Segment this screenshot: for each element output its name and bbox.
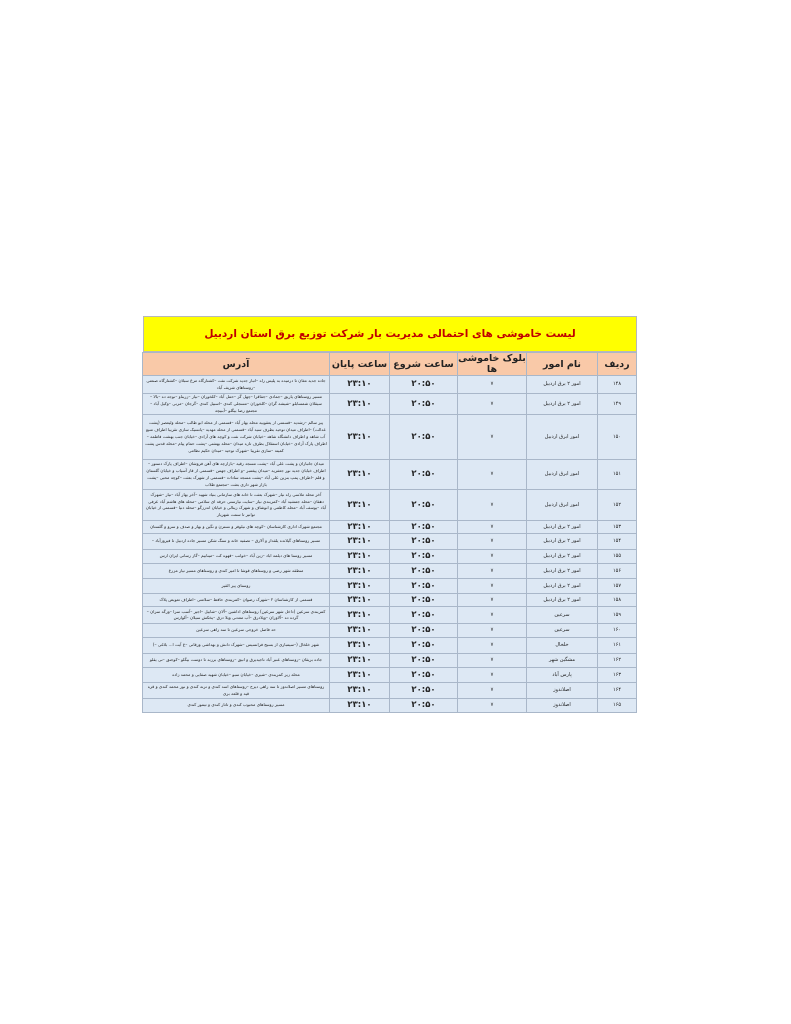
row-number: ۱۵۵ (598, 550, 637, 564)
row-number: ۱۵۶ (598, 564, 637, 579)
end-time: ۲۳:۱۰ (330, 534, 390, 550)
end-time: ۲۳:۱۰ (330, 638, 390, 654)
office-name: امور ابرق اردبیل (527, 415, 598, 460)
row-number: ۱۶۵ (598, 699, 637, 713)
row-number: ۱۶۲ (598, 654, 637, 668)
row-number: ۱۵۲ (598, 490, 637, 521)
start-time: ۲۰:۵۰ (390, 594, 458, 607)
start-time: ۲۰:۵۰ (390, 376, 458, 394)
office-name: امور ۲ برق اردبیل (527, 394, 598, 415)
block-number: ۷ (458, 564, 527, 579)
end-time: ۲۳:۱۰ (330, 550, 390, 564)
block-number: ۷ (458, 521, 527, 534)
block-number: ۷ (458, 638, 527, 654)
table-row (143, 654, 637, 668)
row-number: ۱۵۳ (598, 521, 637, 534)
table-row (143, 638, 637, 654)
row-number: ۱۴۹ (598, 394, 637, 415)
end-time: ۲۳:۱۰ (330, 668, 390, 683)
office-name: امور ابرق اردبیل (527, 490, 598, 521)
office-name: امور ابرق اردبیل (527, 460, 598, 490)
table-row (143, 624, 637, 638)
block-number: ۷ (458, 654, 527, 668)
block-number: ۷ (458, 460, 527, 490)
office-name: امور ۲ برق اردبیل (527, 579, 598, 594)
end-time: ۲۳:۱۰ (330, 490, 390, 521)
address: منطقه شهر رضی و روستاهای قوشا تا امیر کندی و روستاهای مسیر نیار مزرع (143, 564, 330, 579)
table-row (143, 534, 637, 550)
row-number: ۱۶۰ (598, 624, 637, 638)
address: حد فاصل خروجی سرعین تا سه راهی سرعین (143, 624, 330, 638)
block-number: ۷ (458, 376, 527, 394)
end-time: ۲۳:۱۰ (330, 683, 390, 699)
address: روستای پیر القیر (143, 579, 330, 594)
address: آخر محله ملاسی راه نیار –شهرک بعثت تا خانه های سازمانی بنیاد شهید –آخر بهار آباد –نیار –شهرک دهقان –محله جمشید آباد –کمربندی نیار –سایت نیارستی حرفه ای سلامی –محله های هاشم آباد عرفی آباد –یوسف آباد –محله کاظمی و انوشاف و شهرک زینالی و خیابان اندرزگو –محله دنیا –قسمتی از خیابان توانیر تا سمت شهریار (143, 490, 330, 521)
table-row (143, 376, 637, 394)
office-name: اصلاندوز (527, 683, 598, 699)
table-row (143, 415, 637, 460)
table-row (143, 668, 637, 683)
block-number: ۷ (458, 550, 527, 564)
address: روستاهای مسیر اصلاندوز تا سه راهی دیزج –روستاهای اسد کندی و ترنه کندی و نور محمد کندی و قره قیه و قلعه بری (143, 683, 330, 699)
office-name: سرعین (527, 607, 598, 624)
office-name: خلخال (527, 638, 598, 654)
end-time: ۲۳:۱۰ (330, 394, 390, 415)
office-name: امور ۲ برق اردبیل (527, 564, 598, 579)
address: شهر خلخال (–سیمباری از بسیج فرانسیس –شهرک دانش و بهداشی ورقانی –ع آیت ا... بلاغی –) (143, 638, 330, 654)
row-number: ۱۶۳ (598, 668, 637, 683)
address: قسمتی از کارشناسان ۲ –شهرک رضوان –کمربندی حافظ –سلامتی –اطراف تعویض پلاک (143, 594, 330, 607)
end-time: ۲۳:۱۰ (330, 607, 390, 624)
row-number: ۱۵۴ (598, 534, 637, 550)
start-time: ۲۰:۵۰ (390, 460, 458, 490)
block-number: ۷ (458, 415, 527, 460)
start-time: ۲۰:۵۰ (390, 564, 458, 579)
row-number: ۱۵۷ (598, 579, 637, 594)
end-time: ۲۳:۱۰ (330, 699, 390, 713)
block-number: ۷ (458, 534, 527, 550)
address: کمربندی سرعین (داخل شهر سرعین) روستاهای اداشین –آلان –شابیل –اجیر –آسب سرا –ورگه سران –گرده ده –آلاوران –ویلادرق –آب معدنی ویلا درق –یخکش سیلان –آلوارس (143, 607, 330, 624)
row-number: ۱۵۸ (598, 594, 637, 607)
header-block: بلوک خاموشی ها (458, 353, 526, 375)
start-time: ۲۰:۵۰ (390, 394, 458, 415)
table-row (143, 607, 637, 624)
block-number: ۷ (458, 624, 527, 638)
address: مسیر روستاهای یاریق –جمادی –جفاقرا –چهل گز –حمل آباد –کلخوران –نیار –زربناو –نوجه ده –بالا –سیقلان شمسابلو –شیشه گران –کلخوران –مسجلی کندی –اسبیل کندی –گرجان –مرنی –وکیل آباد –مجتمع رضا بیگلو –آببیچه (143, 394, 330, 415)
start-time: ۲۰:۵۰ (390, 668, 458, 683)
address: مجتمع شهرک اداری کارشناسان –کوچه های نیلوفر و نسترن و نگین و بهار و صدف و سرو و گلستان (143, 521, 330, 534)
address: جاده بریقان –روستاهای عنبر آباد تاجیدیرق و انیق –روستاهای برزند تا دوست بیگلو –کوجنق –نی یقلو (143, 654, 330, 668)
office-name: مشگین شهر (527, 654, 598, 668)
end-time: ۲۳:۱۰ (330, 415, 390, 460)
block-number: ۷ (458, 579, 527, 594)
block-number: ۷ (458, 594, 527, 607)
end-time: ۲۳:۱۰ (330, 624, 390, 638)
end-time: ۲۳:۱۰ (330, 521, 390, 534)
block-number: ۷ (458, 490, 527, 521)
address: مسیر روستاهای گیلانده یلقدار و آلارق – تصفیه خانه و سنگ شکن مسیر جاده اردبیل تا فیروزآباد – (143, 534, 330, 550)
row-number: ۱۵۹ (598, 607, 637, 624)
header-row-number: ردیف (598, 353, 637, 376)
table-row (143, 490, 637, 521)
table-row (143, 683, 637, 699)
start-time: ۲۰:۵۰ (390, 534, 458, 550)
end-time: ۲۳:۱۰ (330, 564, 390, 579)
row-number: ۱۶۱ (598, 638, 637, 654)
table-row (143, 460, 637, 490)
header-row (143, 353, 637, 376)
table-row (143, 550, 637, 564)
row-number: ۱۴۸ (598, 376, 637, 394)
header-end-time: ساعت پایان (330, 353, 390, 376)
start-time: ۲۰:۵۰ (390, 415, 458, 460)
header-start-time: ساعت شروع (390, 353, 458, 376)
address: میدان جانبازان و پشت علی آباد –پشت مسجد رقیه –بازارچه های آهن فروشان –اطراف پارک دستور –اطراف خیابان جدید نور جعفریه –میدان پیغمبر –و اطراف جهمن –قسمتی از قاز آسیاب و خیابان گلستان و قلم –اطراف پمپ بنزین علی آباد –پشت مسجد سادات –قسمتی از شهرک بعثت –کوچه محبی –پشت بازار شهر داری بعثت –مجتمع طلاب (143, 460, 330, 490)
row-number: ۱۵۰ (598, 415, 637, 460)
row-number: ۱۶۴ (598, 683, 637, 699)
start-time: ۲۰:۵۰ (390, 638, 458, 654)
start-time: ۲۰:۵۰ (390, 607, 458, 624)
outage-list-sheet (143, 316, 637, 713)
address: جاده جدید مغان تا درمیده به پلیس راه –انبار جدید شرکت نفت –کشتارگاه مرغ سبلان –کشتارگاه صنعتی –روستاهای شریف آباد (143, 376, 330, 394)
end-time: ۲۳:۱۰ (330, 654, 390, 668)
end-time: ۲۳:۱۰ (330, 460, 390, 490)
outage-table (142, 352, 637, 713)
row-number: ۱۵۱ (598, 460, 637, 490)
table-row (143, 699, 637, 713)
end-time: ۲۳:۱۰ (330, 594, 390, 607)
end-time: ۲۳:۱۰ (330, 376, 390, 394)
office-name: امور ۲ برق اردبیل (527, 594, 598, 607)
block-number: ۷ (458, 394, 527, 415)
table-row (143, 579, 637, 594)
address: پیر سالم –رشدیه –قسمتی از یعقوبیه محله بهار آباد –قسمتی از محله ابو طالب –محله ولیعصر (پشت عدالت) –اطراف میدان توحید بطرف سید آباد –قسمتی از محله مهدیه –پانسیک سازی تقریبا اطراف منبع آب شاهد و اطراف دانشگاه شاهد –خیابان شرکت نفت و کوچه های آزادی –خیابان جنب بهشت فاطمه –اطراف پارک آزادی –خیابان استقلال بطرف تازه میدان –محله بهشتی –پشت حمام پیام –محله قدس پشت کمیته –سازی تقریبا –شهرک توحید –میدان حکیم نظامی (143, 415, 330, 460)
office-name: پارس آباد (527, 668, 598, 683)
sheet-title: لیست خاموشی های احتمالی مدیریت بار شرکت توزیع برق استان اردبیل (143, 316, 637, 352)
table-row (143, 594, 637, 607)
address: مسیر روستاهای محبوب کندی و تاتار کندی و تیمور کندی (143, 699, 330, 713)
address: مسیر روستا های دیلمه اباد –زین آباد –خوانب –قهوه کت –مینابیم –گاز رسانی ایران ارس (143, 550, 330, 564)
table-row (143, 521, 637, 534)
start-time: ۲۰:۵۰ (390, 490, 458, 521)
start-time: ۲۰:۵۰ (390, 683, 458, 699)
block-number: ۷ (458, 668, 527, 683)
table-row (143, 564, 637, 579)
block-number: ۷ (458, 607, 527, 624)
start-time: ۲۰:۵۰ (390, 550, 458, 564)
block-number: ۷ (458, 683, 527, 699)
header-address: آدرس (143, 353, 330, 376)
block-number: ۷ (458, 699, 527, 713)
office-name: امور ۲ برق اردبیل (527, 534, 598, 550)
start-time: ۲۰:۵۰ (390, 699, 458, 713)
office-name: سرعین (527, 624, 598, 638)
header-office: نام امور (527, 353, 598, 376)
office-name: اصلاندوز (527, 699, 598, 713)
table-row (143, 394, 637, 415)
start-time: ۲۰:۵۰ (390, 654, 458, 668)
office-name: امور ۲ برق اردبیل (527, 376, 598, 394)
end-time: ۲۳:۱۰ (330, 579, 390, 594)
start-time: ۲۰:۵۰ (390, 521, 458, 534)
office-name: امور ۲ برق اردبیل (527, 550, 598, 564)
office-name: امور ۲ برق اردبیل (527, 521, 598, 534)
start-time: ۲۰:۵۰ (390, 624, 458, 638)
address: محله زیر کمربندی –شیری –خیابان سبو –خیابان شهید صفایی و محمد زاده (143, 668, 330, 683)
start-time: ۲۰:۵۰ (390, 579, 458, 594)
